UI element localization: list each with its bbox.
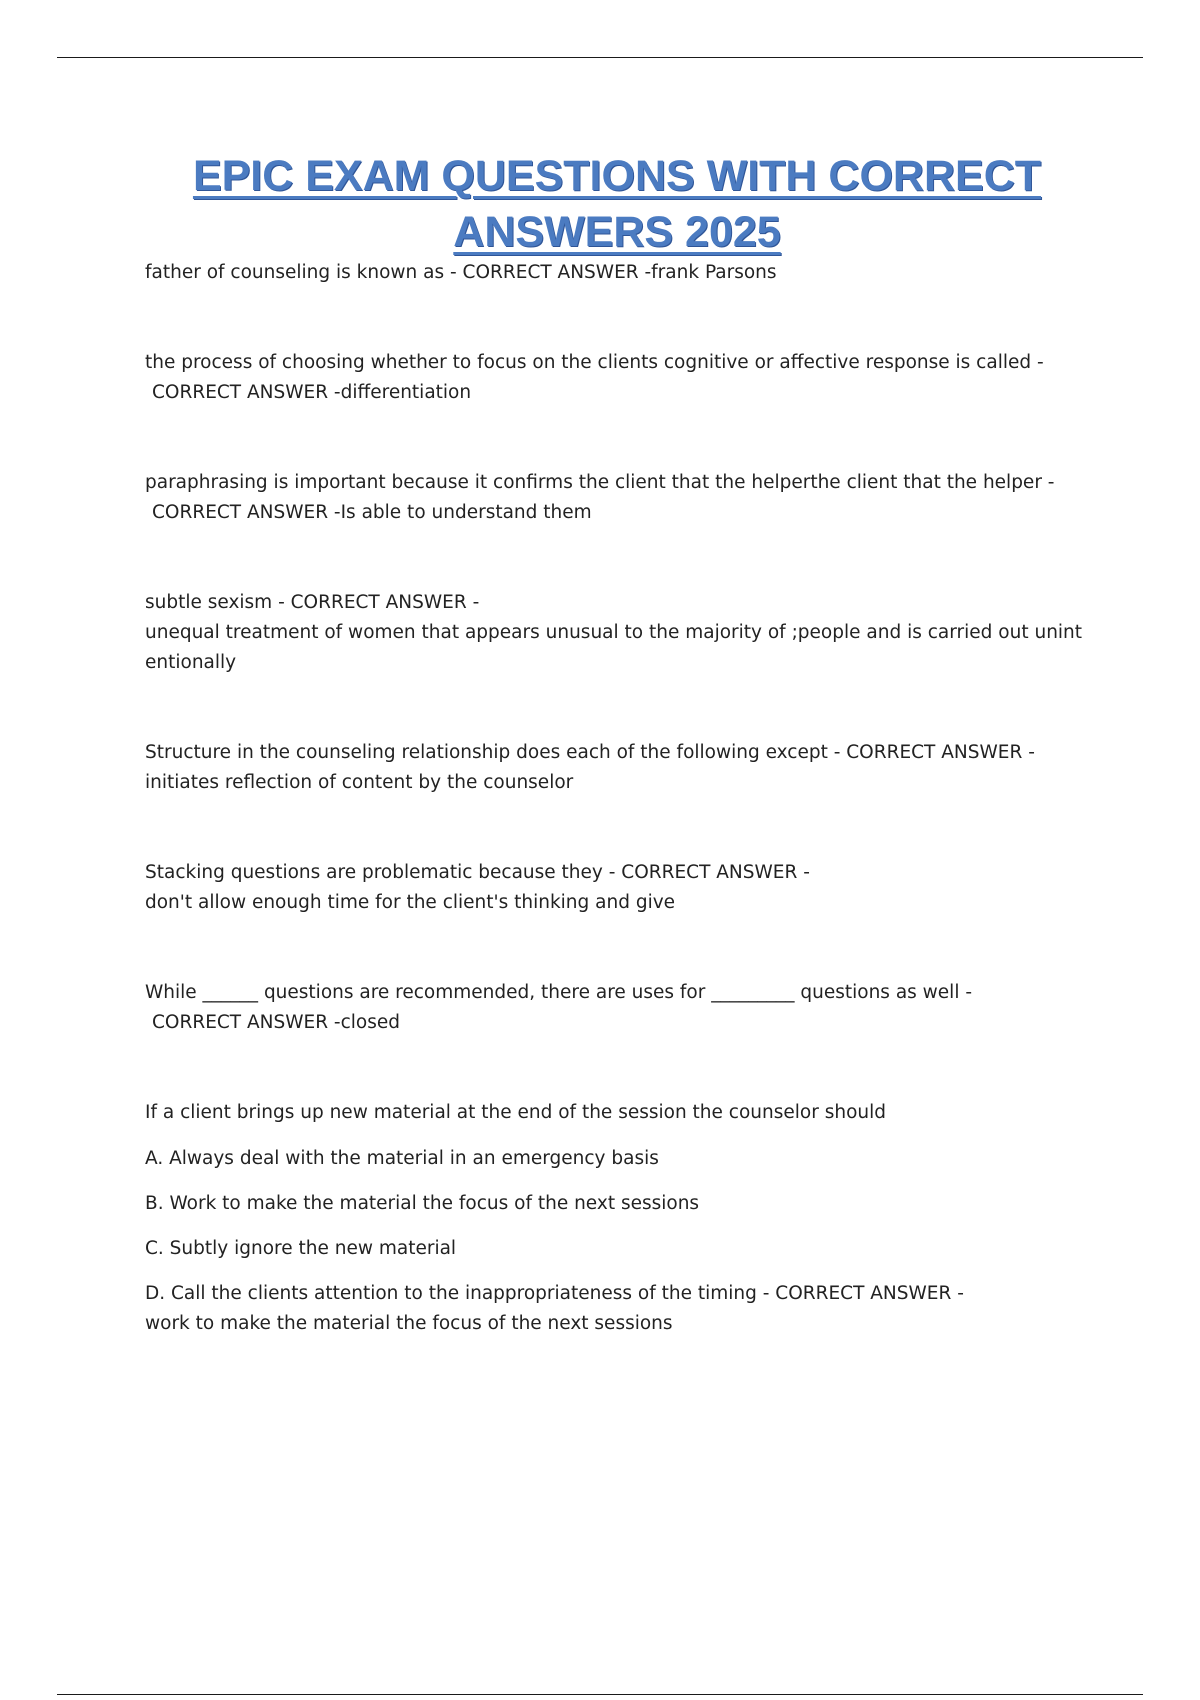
- bottom-divider: [57, 1694, 1143, 1695]
- answer-text: initiates reflection of content by the counselor: [145, 772, 574, 793]
- question-text: Stacking questions are problematic because they - CORRECT ANSWER -: [145, 862, 810, 883]
- qa-item: [145, 258, 1095, 288]
- question-text: Structure in the counseling relationship does each of the following except - CORRECT ANSWER -: [145, 742, 1035, 763]
- title-line-2: ANSWERS 2025: [453, 208, 781, 256]
- option-a: A. Always deal with the material in an emergency basis: [145, 1148, 659, 1169]
- top-divider: [57, 57, 1143, 58]
- answer-text-continued: entionally: [145, 652, 237, 673]
- qa-list: [145, 258, 1095, 1399]
- qa-item-multiple-choice: [145, 1098, 1095, 1339]
- answer-text: CORRECT ANSWER -Is able to understand them: [152, 502, 592, 523]
- answer-text: CORRECT ANSWER -differentiation: [152, 382, 472, 403]
- option-b: B. Work to make the material the focus of the next sessions: [145, 1193, 700, 1214]
- answer-text: work to make the material the focus of the next sessions: [145, 1313, 673, 1334]
- document-title: [160, 148, 1074, 260]
- question-text: the process of choosing whether to focus on the clients cognitive or affective response is called -: [145, 352, 1044, 373]
- qa-item: [145, 738, 1095, 798]
- answer-text: unequal treatment of women that appears unusual to the majority of ;people and is carried out unint: [145, 622, 1083, 643]
- question-text: father of counseling is known as - CORRECT ANSWER -frank Parsons: [145, 262, 777, 283]
- qa-item: [145, 468, 1095, 528]
- title-line-1: EPIC EXAM QUESTIONS WITH CORRECT: [192, 152, 1042, 200]
- option-d: D. Call the clients attention to the inappropriateness of the timing - CORRECT ANSWER -: [145, 1283, 964, 1304]
- question-text: paraphrasing is important because it confirms the client that the helperthe client that the helper -: [145, 472, 1055, 493]
- qa-item: [145, 348, 1095, 408]
- answer-text: CORRECT ANSWER -closed: [152, 1012, 400, 1033]
- qa-item: [145, 978, 1095, 1038]
- question-text: While ______ questions are recommended, there are uses for _________ questions as well -: [145, 982, 973, 1003]
- qa-item: [145, 858, 1095, 918]
- question-stem: If a client brings up new material at the end of the session the counselor should: [145, 1102, 886, 1123]
- question-text: subtle sexism - CORRECT ANSWER -: [145, 592, 480, 613]
- qa-item: [145, 588, 1095, 678]
- answer-text: don't allow enough time for the client's thinking and give: [145, 892, 676, 913]
- option-c: C. Subtly ignore the new material: [145, 1238, 457, 1259]
